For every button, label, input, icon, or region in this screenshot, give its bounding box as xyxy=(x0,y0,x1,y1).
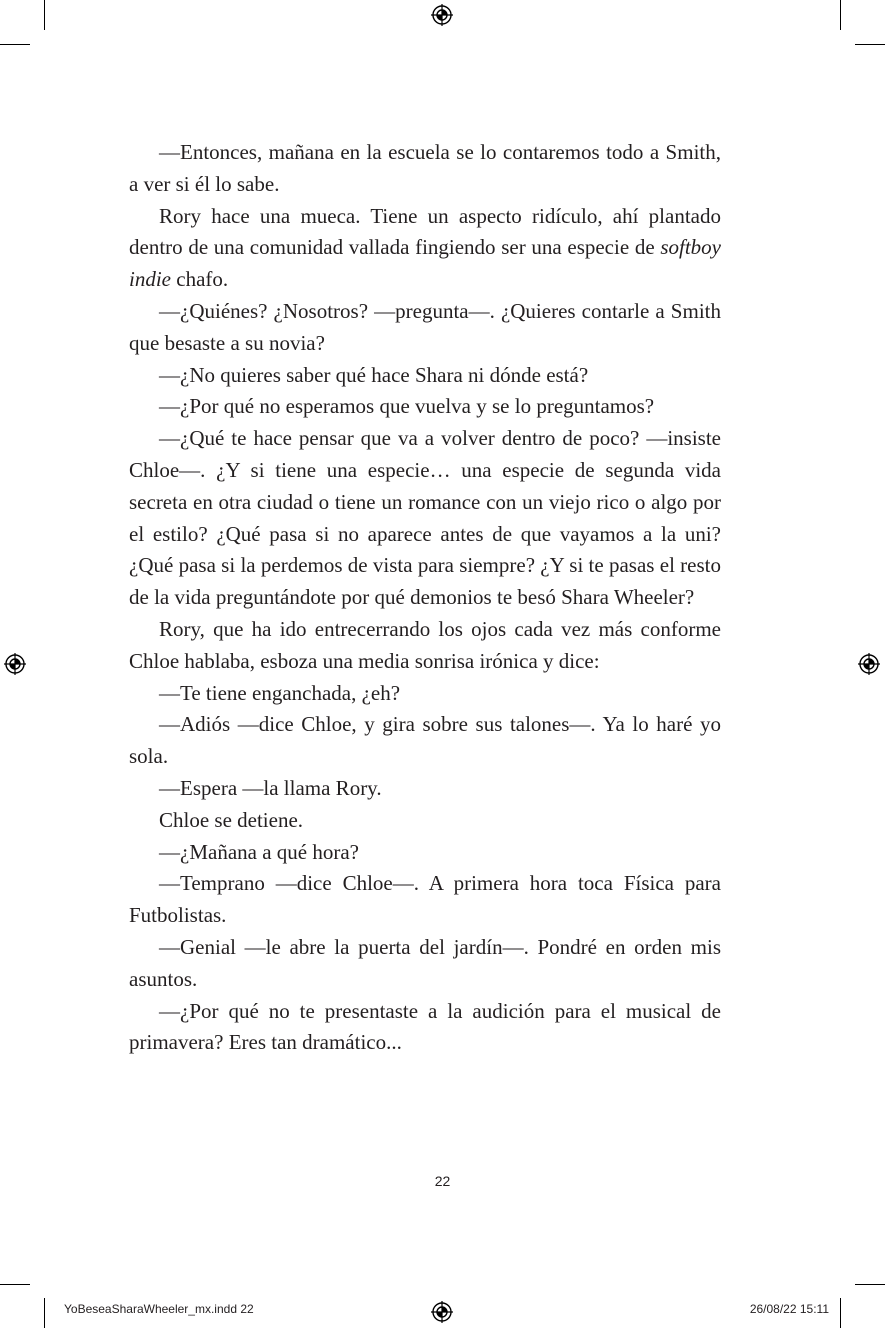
paragraph xyxy=(129,201,721,296)
registration-mark-icon xyxy=(858,653,880,675)
paragraph: Chloe se detiene. xyxy=(159,807,304,832)
paragraph: —¿Mañana a qué hora? xyxy=(159,839,359,864)
paragraph-text: chafo. xyxy=(171,267,229,292)
crop-mark-top-left-vertical xyxy=(44,0,45,30)
crop-mark-bottom-left-horizontal xyxy=(0,1284,30,1285)
crop-mark-top-left-horizontal xyxy=(0,44,30,45)
paragraph-text: Rory hace una mueca. Tiene un aspecto ridículo, ahí plantado dentro de una comunidad vallada fingiendo ser una especie de xyxy=(129,203,721,260)
paragraph: —¿Por qué no esperamos que vuelva y se lo preguntamos? xyxy=(159,394,655,419)
body-text xyxy=(129,137,721,1059)
slug-filename: YoBeseaSharaWheeler_mx.indd 22 xyxy=(64,1302,254,1316)
crop-mark-bottom-right-horizontal xyxy=(855,1284,885,1285)
paragraph: —Entonces, mañana en la escuela se lo contaremos todo a Smith, a ver si él lo sabe. xyxy=(129,140,721,196)
registration-mark-icon xyxy=(431,1301,453,1323)
slug-timestamp: 26/08/22 15:11 xyxy=(749,1302,829,1316)
paragraph: —Genial —le abre la puerta del jardín—. Pondré en orden mis asuntos. xyxy=(129,934,721,991)
paragraph: —¿Qué te hace pensar que va a volver dentro de poco? —insiste Chloe—. ¿Y si tiene una especie… una especie de segunda vida secreta en otra ciudad o tiene un romance con un viejo rico o algo por el estilo? ¿Qué pasa si no aparece antes de que vayamos a la uni? ¿Qué pasa si la perdemos de vista para siempre? ¿Y si te pasas el resto de la vida preguntándote por qué demonios te besó Shara Wheeler? xyxy=(129,426,721,610)
paragraph: —Espera —la llama Rory. xyxy=(159,775,382,800)
paragraph: —¿Quiénes? ¿Nosotros? —pregunta—. ¿Quieres contarle a Smith que besaste a su novia? xyxy=(129,298,721,355)
crop-mark-bottom-left-vertical xyxy=(44,1298,45,1328)
paragraph: —Adiós —dice Chloe, y gira sobre sus talones—. Ya lo haré yo sola. xyxy=(129,712,721,769)
crop-mark-bottom-right-vertical xyxy=(840,1298,841,1328)
paragraph: —Te tiene enganchada, ¿eh? xyxy=(159,680,401,705)
paragraph: —¿Por qué no te presentaste a la audición para el musical de primavera? Eres tan dramático... xyxy=(129,998,721,1055)
paragraph: —Temprano —dice Chloe—. A primera hora toca Física para Futbolistas. xyxy=(129,871,721,928)
paragraph: Rory, que ha ido entrecerrando los ojos cada vez más conforme Chloe hablaba, esboza una media sonrisa irónica y dice: xyxy=(129,616,721,673)
registration-mark-icon xyxy=(4,653,26,675)
registration-mark-icon xyxy=(431,4,453,26)
crop-mark-top-right-vertical xyxy=(840,0,841,30)
paragraph: —¿No quieres saber qué hace Shara ni dónde está? xyxy=(159,362,589,387)
crop-mark-top-right-horizontal xyxy=(855,44,885,45)
page-number: 22 xyxy=(434,1173,451,1189)
italic-phrase: softboy indie xyxy=(129,235,721,292)
